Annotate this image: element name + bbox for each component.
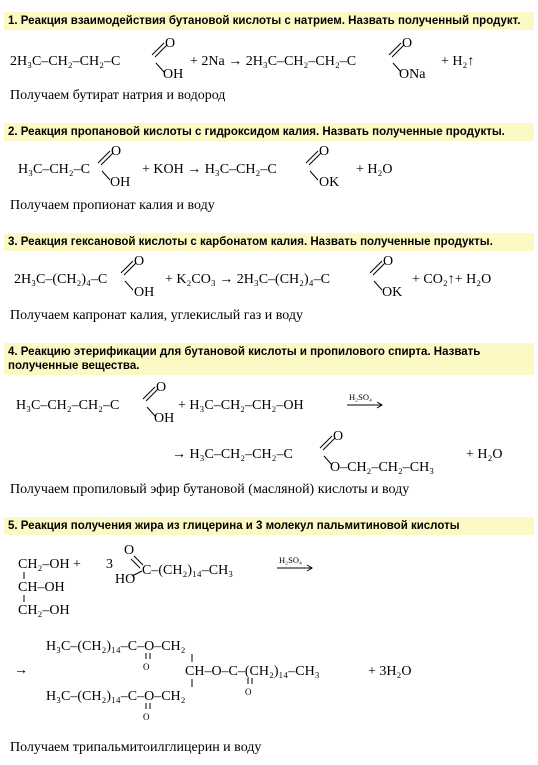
section-3-result: Получаем капронат калия, углекислый газ и воду xyxy=(10,308,303,323)
eq5-p1o: O xyxy=(143,662,150,672)
equation-3 xyxy=(0,250,538,306)
eq2-middle: + KOH → H₃C–CH₂–C xyxy=(142,162,277,177)
eq4-left: H₃C–CH₂–CH₂–C xyxy=(16,398,120,413)
section-1-title: 1. Реакция взаимодействия бутановой кислоты с натрием. Назвать полученный продукт. xyxy=(4,12,534,30)
eq5-water: + 3H₂O xyxy=(368,664,412,679)
eq5-catalyst: H₂SO₄ xyxy=(279,555,302,565)
eq4-ester-chain: O–CH₂–CH₂–CH₃ xyxy=(330,460,435,475)
eq5-p3o: O xyxy=(143,712,150,722)
eq2-salt-ok: OK xyxy=(319,175,340,190)
equation-1 xyxy=(0,32,538,86)
eq2-tail: + H₂O xyxy=(356,162,393,177)
equation-5 xyxy=(0,536,538,732)
eq2-acid-oh: OH xyxy=(110,175,131,190)
eq3-middle: + K₂CO₃ → 2H₃C–(CH₂)₄–C xyxy=(165,272,330,287)
equation-2 xyxy=(0,140,538,196)
eq4-acid-oh: OH xyxy=(154,411,175,426)
eq5-arrow: → xyxy=(14,663,28,678)
section-2-title: 2. Реакция пропановой кислоты с гидроксидом калия. Назвать полученные продукты. xyxy=(4,123,534,141)
section-1-result: Получаем бутират натрия и водород xyxy=(10,88,226,103)
eq1-acid-o: O xyxy=(165,36,176,51)
eq3-salt-o: O xyxy=(383,254,394,269)
eq2-salt-o: O xyxy=(319,144,330,159)
eq3-salt-ok: OK xyxy=(382,285,403,300)
section-2-result: Получаем пропионат калия и воду xyxy=(10,198,215,213)
eq5-p2o: O xyxy=(245,687,252,697)
equation-4 xyxy=(0,372,538,480)
eq5-gly1: CH₂–OH + xyxy=(18,557,81,572)
eq5-p3: H₃C–(CH₂)₁₄–C–O–CH₂ xyxy=(46,689,186,704)
eq1-salt-o: O xyxy=(402,36,413,51)
eq4-product-start: → H₃C–CH₂–CH₂–C xyxy=(172,447,293,462)
section-5-result: Получаем трипальмитоилглицерин и воду xyxy=(10,740,262,755)
eq1-tail: + H₂↑ xyxy=(441,54,475,69)
eq5-acid-chain: C–(CH₂)₁₄–CH₃ xyxy=(142,563,234,578)
eq1-salt-ona: ONa xyxy=(399,67,426,82)
eq3-left: 2H₃C–(CH₂)₄–C xyxy=(14,272,108,287)
section-3-title: 3. Реакция гексановой кислоты с карбонатом калия. Назвать полученные продукты. xyxy=(4,233,534,251)
section-4-result: Получаем пропиловый эфир бутановой (масляной) кислоты и воду xyxy=(10,482,410,497)
eq4-tail: + H₂O xyxy=(466,447,503,462)
eq4-ester-o: O xyxy=(333,429,344,444)
eq4-alcohol: + H₃C–CH₂–CH₂–OH xyxy=(178,398,304,413)
section-5-title: 5. Реакция получения жира из глицерина и 3 молекул пальмитиновой кислоты xyxy=(4,517,534,535)
eq5-acid-o: O xyxy=(124,543,135,558)
eq3-tail: + CO₂↑+ H₂O xyxy=(412,272,492,287)
eq3-acid-oh: OH xyxy=(134,285,155,300)
eq3-acid-o: O xyxy=(134,254,145,269)
eq1-acid-oh: OH xyxy=(163,67,184,82)
eq1-plus-na: + 2Na → 2H₃C–CH₂–CH₂–C xyxy=(190,54,357,69)
section-4-title: 4. Реакцию этерификации для бутановой кислоты и пропилового спирта. Назвать полученные вещества. xyxy=(4,343,534,375)
eq1-left: 2H₃C–CH₂–CH₂–C xyxy=(10,54,121,69)
eq5-p1: H₃C–(CH₂)₁₄–C–O–CH₂ xyxy=(46,639,186,654)
eq4-catalyst: H₂SO₄ xyxy=(349,392,372,402)
eq2-left: H₃C–CH₂–C xyxy=(18,162,90,177)
eq5-gly2: CH–OH xyxy=(18,580,65,595)
eq2-acid-o: O xyxy=(111,144,122,159)
eq5-gly3: CH₂–OH xyxy=(18,603,70,618)
eq4-acid-o: O xyxy=(156,380,167,395)
eq5-acid-ho: HO xyxy=(115,572,136,587)
eq5-p2: CH–O–C–(CH₂)₁₄–CH₃ xyxy=(185,664,320,679)
eq5-coef: 3 xyxy=(106,557,113,572)
